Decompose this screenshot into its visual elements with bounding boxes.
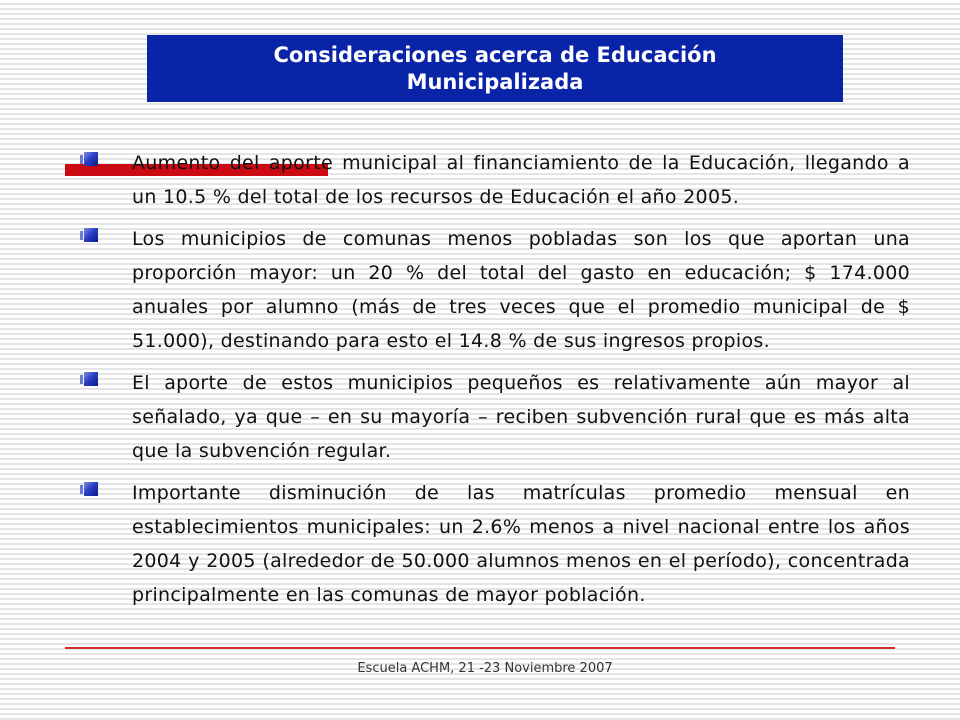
title-line-1: Consideraciones acerca de Educación bbox=[273, 42, 717, 67]
bullet-item bbox=[82, 222, 910, 358]
title-line-2: Municipalizada bbox=[406, 69, 584, 94]
bullet-list bbox=[82, 146, 910, 620]
square-bullet-icon bbox=[84, 152, 98, 166]
bullet-text: Aumento del aporte municipal al financiamiento de la Educación, llegando a un 10.5 % del total de los recursos de Educación el año 2005. bbox=[132, 152, 910, 208]
square-bullet-icon bbox=[84, 228, 98, 242]
bullet-text: Importante disminución de las matrículas promedio mensual en establecimientos municipales: un 2.6% menos a nivel nacional entre los años 2004 y 2005 (alrededor de 50.000 alumnos menos en el período), concentrada principalmente en las comunas de mayor población. bbox=[132, 482, 910, 606]
square-bullet-icon bbox=[84, 372, 98, 386]
bullet-item bbox=[82, 366, 910, 468]
square-bullet-icon bbox=[84, 482, 98, 496]
bullet-item bbox=[82, 476, 910, 612]
bullet-text: Los municipios de comunas menos pobladas son los que aportan una proporción mayor: un 20 % del total del gasto en educación; $ 174.000 anuales por alumno (más de tres veces que el promedio municipal de $ 51.000), destinando para esto el 14.8 % de sus ingresos propios. bbox=[132, 228, 910, 352]
slide-footer: Escuela ACHM, 21 -23 Noviembre 2007 bbox=[357, 661, 613, 676]
bullet-text: El aporte de estos municipios pequeños es relativamente aún mayor al señalado, ya que – en su mayoría – reciben subvención rural que es más alta que la subvención regular. bbox=[132, 372, 910, 462]
bottom-divider-line bbox=[65, 647, 895, 649]
slide-title bbox=[147, 35, 843, 102]
bullet-item bbox=[82, 146, 910, 214]
